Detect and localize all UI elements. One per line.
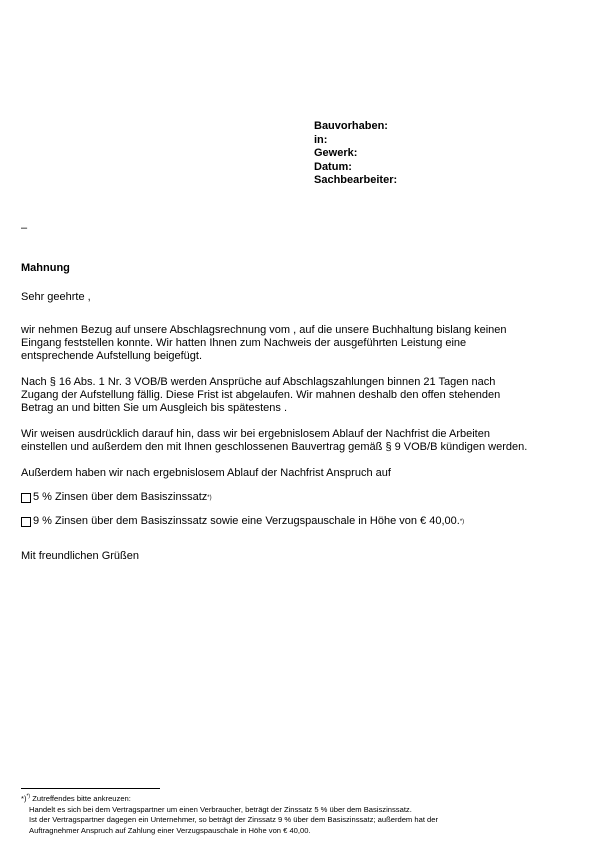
sachbearbeiter-label: Sachbearbeiter: [314,174,398,186]
recipient-dash: – [21,222,28,234]
footnote-line-1: Handelt es sich bei dem Vertragspartner um einen Verbraucher, beträgt der Zinssatz 5 % über dem Basiszinssatz. [29,804,412,814]
paragraph-deadline: Nach § 16 Abs. 1 Nr. 3 VOB/B werden Ansprüche auf Abschlagszahlungen binnen 21 Tagen nach Zugang der Aufstellung fällig. Diese Frist ist abgelaufen. Wir mahnen deshalb den offen stehenden Betrag an und bitten Sie um Ausgleich bis spätestens . [21,376,501,414]
letter-body [21,262,533,563]
footnote-block [21,794,581,836]
footnote-divider [21,788,160,789]
footnote-marker: *) [21,794,27,803]
footnote-line-3: Auftragnehmer Anspruch auf Zahlung einer Verzugspauschale in Höhe von € 40,00. [29,825,311,835]
footnote-title: Zutreffendes bitte ankreuzen: [32,794,131,803]
datum-label: Datum: [314,160,352,173]
paragraph-warning: Wir weisen ausdrücklich darauf hin, dass wir bei ergebnislosem Ablauf der Nachfrist die Arbeiten einstellen und außerdem den mit Ihnen geschlossenen Bauvertrag gemäß § 9 VOB/B kündigen werden. [21,428,528,453]
option-9-percent-label: 9 % Zinsen über dem Basiszinssatz sowie eine Verzugspauschale in Höhe von € 40,00. [33,515,460,527]
footnote-sup: *) [26,793,31,800]
paragraph-claim: Außerdem haben wir nach ergebnislosem Ablauf der Nachfrist Anspruch auf [21,467,391,479]
in-label: in: [314,133,328,146]
letter-salutation: Sehr geehrte , [21,291,91,303]
footnote-line-2: Ist der Vertragspartner dagegen ein Unternehmer, so beträgt der Zinssatz 9 % über dem Basiszinssatz; außerdem hat der [29,815,439,824]
gewerk-label: Gewerk: [314,147,358,159]
option-5-percent-checkbox[interactable] [21,493,31,503]
paragraph-reference: wir nehmen Bezug auf unsere Abschlagsrechnung vom , auf die unsere Buchhaltung bislang keinen Eingang feststellen konnte. Wir hatten Ihnen zum Nachweis der ausgeführten Leistung eine entsprechende Aufstellung beigefügt. [21,324,507,362]
option-9-percent-checkbox[interactable] [21,517,31,527]
option-row-9-percent[interactable]: 9 % Zinsen über dem Basiszinssatz sowie eine Verzugspauschale in Höhe von € 40,00. *) [21,515,533,528]
option-row-5-percent[interactable]: 5 % Zinsen über dem Basiszinssatz *) [21,491,533,504]
option-5-percent-label: 5 % Zinsen über dem Basiszinssatz [33,491,208,503]
project-info-block [314,120,397,188]
letter-closing: Mit freundlichen Grüßen [21,550,139,562]
letter-subject: Mahnung [21,262,70,274]
footnote-title-row [21,794,581,805]
bauvorhaben-label: Bauvorhaben: [314,120,388,132]
